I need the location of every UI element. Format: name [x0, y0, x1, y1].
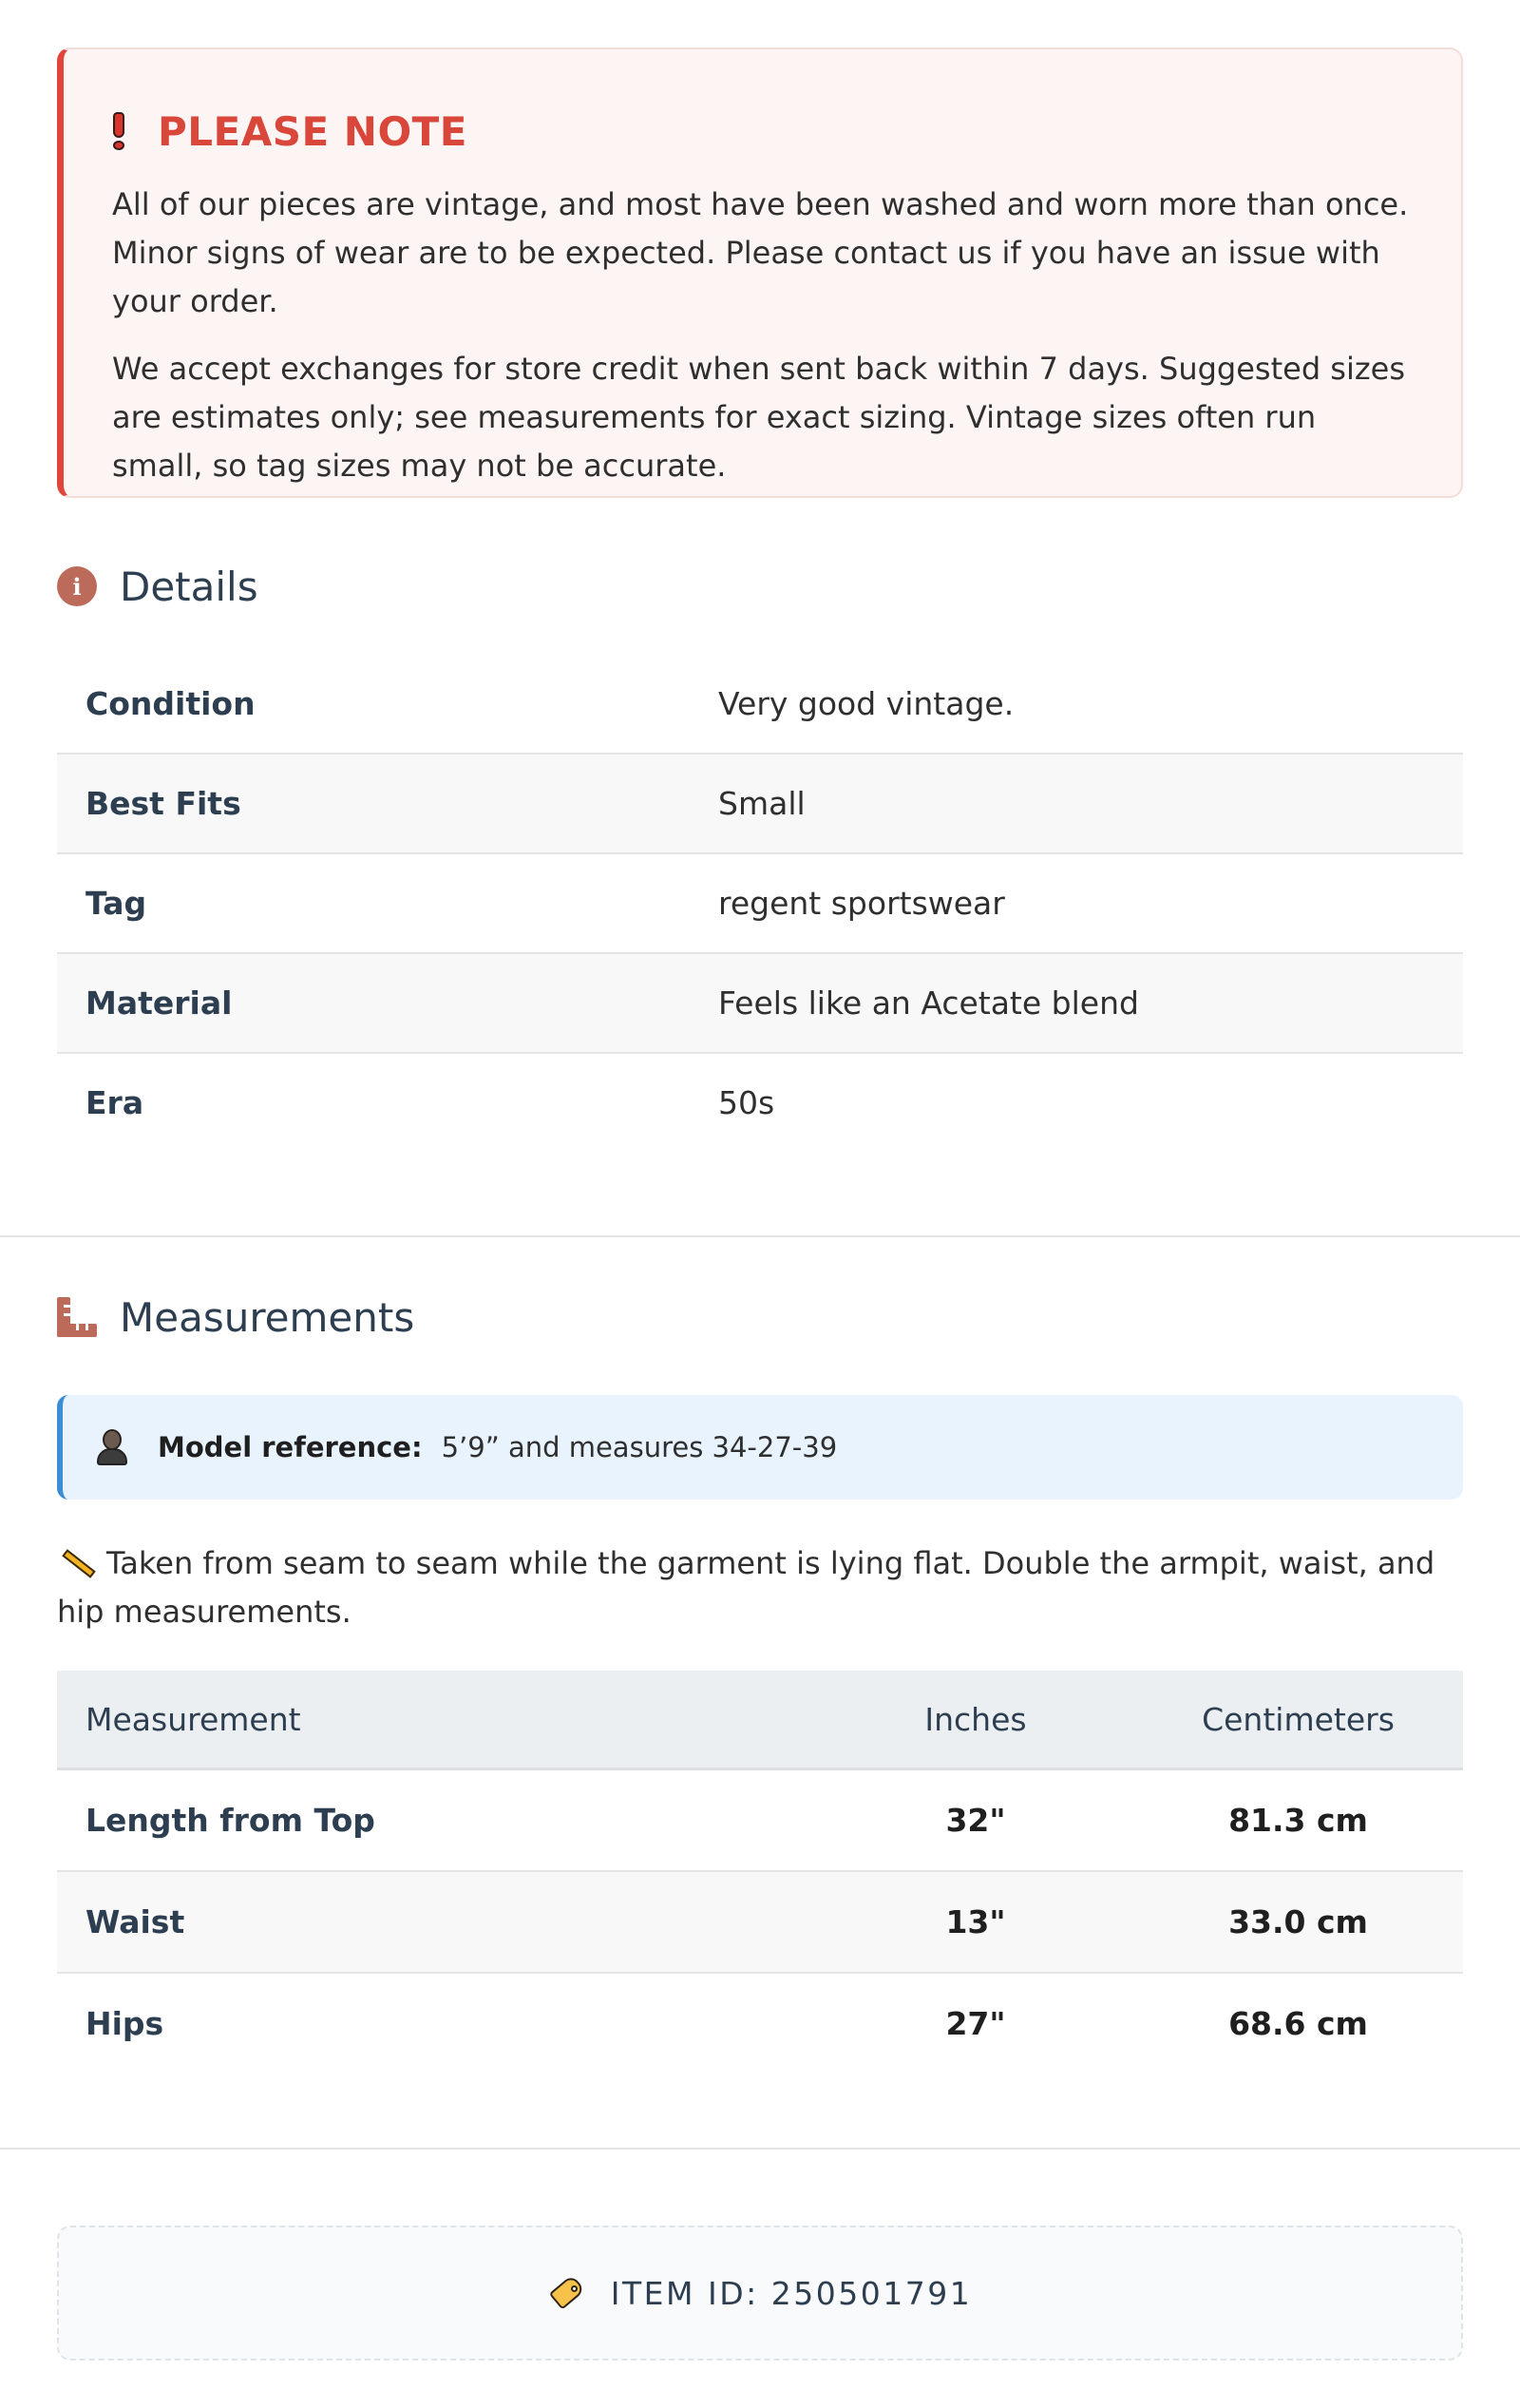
- details-header: [57, 558, 1463, 615]
- column-header: Inches: [818, 1671, 1133, 1769]
- table-row: [57, 1973, 1463, 2074]
- table-row: [57, 1053, 1463, 1152]
- measurement-note-text: Taken from seam to seam while the garment is lying flat. Double the armpit, waist, and hip measurements.: [57, 1545, 1435, 1630]
- measurements-header: [57, 1289, 1463, 1346]
- detail-value: Very good vintage.: [690, 655, 1463, 754]
- person-icon: [97, 1429, 127, 1465]
- exclamation-icon: [112, 112, 125, 150]
- details-section: [57, 558, 1463, 1152]
- detail-label: Best Fits: [57, 754, 690, 853]
- table-row: [57, 953, 1463, 1053]
- detail-label: Material: [57, 953, 690, 1053]
- tag-icon: [548, 2274, 586, 2312]
- notice-paragraph: All of our pieces are vintage, and most have been washed and worn more than once. Minor signs of wear are to be expected. Please contact us if you have an issue with your order.: [112, 186, 1409, 319]
- model-reference-callout: [57, 1395, 1463, 1500]
- notice-header: [112, 105, 1414, 158]
- measurement-inches: 13": [818, 1871, 1133, 1973]
- measurement-note: [57, 1539, 1463, 1636]
- measurement-name: Length from Top: [57, 1769, 818, 1872]
- ruler-icon: [57, 1297, 97, 1337]
- info-icon: i: [57, 566, 97, 606]
- measurements-table: [57, 1671, 1463, 2074]
- table-row: [57, 1769, 1463, 1872]
- pencil-icon: [57, 1547, 95, 1577]
- section-divider: [0, 1235, 1520, 1237]
- measurement-name: Hips: [86, 2005, 164, 2042]
- measurements-title: Measurements: [120, 1293, 415, 1341]
- detail-value: 50s: [718, 1084, 775, 1121]
- measurements-section: [57, 1289, 1463, 2074]
- detail-label: Era: [86, 1084, 144, 1121]
- detail-label: Condition: [57, 655, 690, 754]
- model-reference-label: Model reference:: [158, 1431, 423, 1463]
- item-id-text: ITEM ID: 250501791: [610, 2274, 973, 2312]
- detail-value: Feels like an Acetate blend: [690, 953, 1463, 1053]
- measurement-name: Waist: [57, 1871, 818, 1973]
- column-header: Measurement: [57, 1671, 818, 1769]
- table-row: [57, 754, 1463, 853]
- table-row: [57, 655, 1463, 754]
- measurement-cm: 33.0 cm: [1133, 1871, 1463, 1973]
- notice-heading: PLEASE NOTE: [158, 107, 467, 155]
- model-reference-value: 5’9” and measures 34-27-39: [441, 1431, 838, 1463]
- details-title: Details: [120, 563, 258, 610]
- item-id-box: [57, 2226, 1463, 2360]
- detail-label: Tag: [57, 853, 690, 953]
- column-header: Centimeters: [1133, 1671, 1463, 1769]
- measurement-cm: 68.6 cm: [1228, 2005, 1368, 2042]
- measurement-cm: 81.3 cm: [1133, 1769, 1463, 1872]
- notice-paragraph: We accept exchanges for store credit when sent back within 7 days. Suggested sizes are estimates only; see measurements for exact sizing. Vintage sizes often run small, so tag sizes may not be accurate.: [112, 351, 1406, 484]
- detail-value: regent sportswear: [690, 853, 1463, 953]
- notice-box: [57, 48, 1463, 498]
- measurement-inches: 32": [818, 1769, 1133, 1872]
- table-header-row: [57, 1671, 1463, 1769]
- detail-value: Small: [690, 754, 1463, 853]
- table-row: [57, 853, 1463, 953]
- table-row: [57, 1871, 1463, 1973]
- section-divider: [0, 2148, 1520, 2150]
- details-table: [57, 655, 1463, 1152]
- measurement-inches: 27": [945, 2005, 1006, 2042]
